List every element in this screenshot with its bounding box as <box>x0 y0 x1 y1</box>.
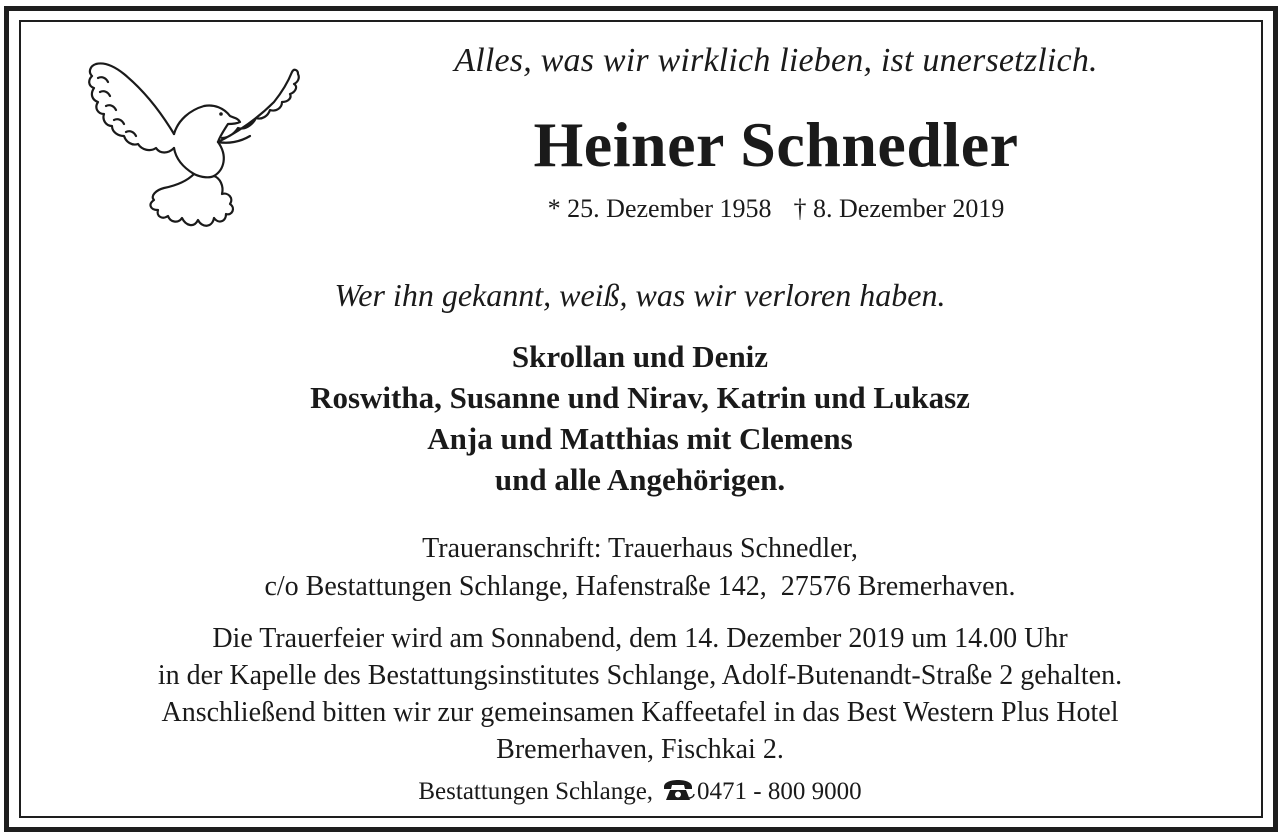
life-dates <box>136 194 1280 224</box>
funeral-home-footer <box>0 778 1280 806</box>
telephone-icon <box>661 778 695 802</box>
deceased-name: Heiner Schnedler <box>533 109 1019 180</box>
birth-date: * 25. Dezember 1958 <box>547 194 772 223</box>
funeral-home-phone: 0471 - 800 9000 <box>697 778 862 805</box>
motto-top: Alles, was wir wirklich lieben, ist unersetzlich. <box>454 42 1098 79</box>
mourning-address <box>0 530 1280 606</box>
mourners-line: Anja und Matthias mit Clemens <box>427 421 853 456</box>
address-line: Traueranschrift: Trauerhaus Schnedler, <box>422 533 858 564</box>
mourners-line: Skrollan und Deniz <box>511 339 769 374</box>
mourners-line: und alle Angehörigen. <box>494 462 786 497</box>
mourners-line: Roswitha, Susanne und Nirav, Katrin und Lukasz <box>310 380 970 415</box>
motto-second: Wer ihn gekannt, weiß, was wir verloren haben. <box>334 277 946 313</box>
mourners-list <box>0 336 1280 500</box>
service-line: in der Kapelle des Bestattungsinstitutes Schlange, Adolf-Butenandt-Straße 2 gehalten. <box>157 660 1123 691</box>
service-line: Bremerhaven, Fischkai 2. <box>496 734 784 765</box>
service-line: Die Trauerfeier wird am Sonnabend, dem 14. Dezember 2019 um 14.00 Uhr <box>212 623 1068 654</box>
funeral-service-info <box>0 620 1280 768</box>
funeral-home-name: Bestattungen Schlange, <box>418 778 654 805</box>
death-date: † 8. Dezember 2019 <box>793 194 1005 223</box>
address-line: c/o Bestattungen Schlange, Hafenstraße 142, 27576 Bremerhaven. <box>264 571 1016 602</box>
service-line: Anschließend bitten wir zur gemeinsamen Kaffeetafel in das Best Western Plus Hotel <box>161 697 1119 728</box>
